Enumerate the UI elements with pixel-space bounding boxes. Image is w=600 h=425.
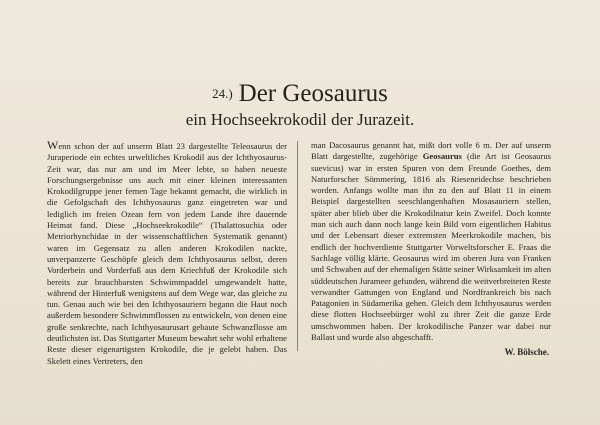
right-body-text-end: (die Art ist Geosaurus suevicus) war in ersten Spuren von dem Freunde Goethes, dem Naturforscher Sömmering, 1816 als Rieseneidechse beschrieben worden. Anfangs wollte man ihn zu den auf Blatt 11 in einem Beispiel dargestellten seeschlangenhaften Mosasauriern stellen, später aber blieb über die Krokodilnatur kein Zweifel. Doch konnte man sich auch dann noch lange kein Bild vom eigentlichen Habitus und der Lebensart dieser extremsten Meerkrokodile machen, bis endlich der hochverdiente Stuttgarter Vorweltsforscher E. Fraas die Sachlage völlig klärte. Geosaurus wird im oberen Jura von Franken und Schwaben auf der ehemaligen Stätte seiner Wirksamkeit im alten süddeutschen Jurameer gefunden, während die weitverbreiteten Reste verwandter Gattungen von England und Nordfrankreich bis nach Patagonien in Südamerika gehen. Gleich dem Ichthyosaurus werden diese flotten Hochseebürger wohl zu ihrer Zeit die ganze Erde umschwommen haben. Der krokodilische Panzer war dabei nur Ballast und wurde also abgeschafft. (311, 151, 551, 343)
title-line (0, 80, 600, 108)
species-name-bold: Geosaurus (422, 151, 462, 162)
left-column (47, 140, 287, 367)
page-subtitle: ein Hochseekrokodil der Jurazeit. (185, 110, 415, 129)
left-body-text: enn schon der auf unserm Blatt 23 dargestellte Teleosaurus der Juraperiode ein echtes urweltliches Krokodil aus der Ichthyosaurus-Zeit war, das nur am und im Meer lebte, so haben neueste Forschungsergebnisse uns auch mit einer kleinen interessanten Krokodilgruppe jener fernen Tage bekannt gemacht, die wirklich in die Gefolgschaft des Ichthyosaurus ganz eingetreten war und lediglich im freien Ozean fern von jedem Lande ihre dauernde Heimat fand. Diese „Hochseekrokodile“ (Thalattosuchia oder Metriorhynchidae in der wissenschaftlichen Systematik genannt) waren im Gegensatz zu allen anderen Krokodilen nackte, unverpanzerte Geschöpfe gleich dem Ichthyosaurus selbst, deren Vorderbein und Vorderfuß aus dem Kriechfuß der Krokodile sich bereits zur brauchbarsten Schwimmpaddel umgewandelt hatte, während der Hinterfuß wenigstens auf dem Wege war, das gleiche zu tun. Genau auch wie bei den Ichthyosauriern begann die Haut noch außerdem besondere Schwimmflossen zu entwickeln, von denen eine große senkrechte, nach Ichthyosaurusart gebaute Schwanzflosse am deutlichsten ist. Das Stuttgarter Museum bewahrt sehr wohl erhaltene Reste dieser eigenartigsten Krokodile, die je gelebt haben. Das Skelett eines Vertreters, den (47, 141, 287, 366)
title-block (0, 80, 600, 131)
column-divider (297, 141, 298, 351)
left-paragraph (47, 140, 287, 367)
page-title: Der Geosaurus (238, 80, 388, 107)
right-body-text-start: man Dacosaurus genannt hat, mißt dort volle 6 m. Der auf unserm Blatt dargestellte, zugehörige (311, 140, 551, 162)
right-column (311, 140, 551, 359)
plate-number: 24.) (212, 86, 233, 101)
right-paragraph (311, 140, 551, 343)
author-signature: W. Bölsche. (504, 347, 549, 358)
dropcap-letter: W (47, 138, 59, 152)
